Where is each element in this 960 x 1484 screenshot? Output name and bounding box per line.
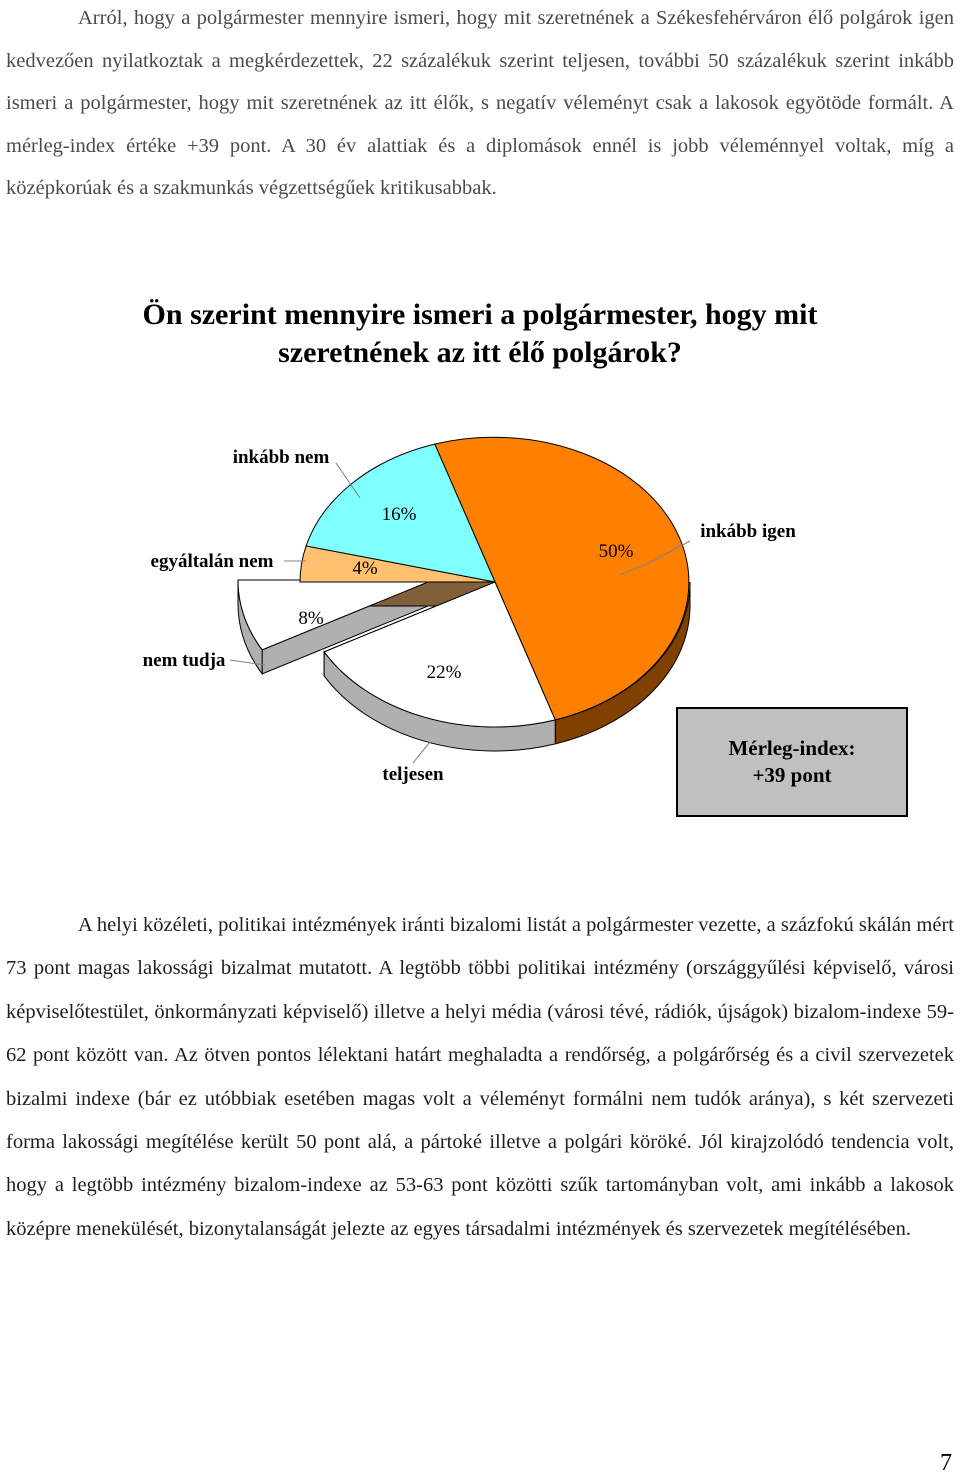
slice-value-inkább-nem: 16%	[381, 504, 417, 525]
intro-paragraph-text: Arról, hogy a polgármester mennyire ismeri, hogy mit szeretnének a Székesfehérváron élő polgárok igen kedvezően nyilatkoztak a megkérdezettek, 22 százalékuk szerint teljesen, további 50 százalékuk szerint inkább ismeri a polgármester, hogy mit szeretnének az itt élők, s negatív véleményt csak a lakosok egyötöde formált. A mérleg-index értéke +39 pont. A 30 év alattiak és a diplomások ennél is jobb véleménnyel voltak, míg a középkorúak és a szakmunkás végzettségűek kritikusabbak.	[6, 7, 954, 199]
balance-index-label: Mérleg-index:	[728, 736, 856, 760]
slice-value-inkább-igen: 50%	[598, 541, 634, 562]
slice-label-inkább-nem: inkább nem	[232, 447, 330, 468]
slice-label-nem-tudja: nem tudja	[142, 650, 226, 671]
intro-paragraph	[6, 0, 954, 210]
slice-label-egyáltalán-nem: egyáltalán nem	[150, 551, 274, 572]
body-paragraph	[6, 904, 954, 1251]
slice-label-teljesen: teljesen	[382, 764, 444, 785]
leader-line-teljesen	[413, 742, 430, 763]
body-paragraph-text: A helyi közéleti, politikai intézmények iránti bizalomi listát a polgármester vezette, a százfokú skálán mért 73 pont magas lakossági bizalmat mutatott. A legtöbb többi politikai intézmény (országgyűlési képviselő, városi képviselőtestület, önkormányzati képviselő) illetve a helyi média (városi tévé, rádiók, újságok) bizalom-indexe 59-62 pont között van. Az ötven pontos lélektani határt meghaladta a rendőrség, a polgárőrség és a civil szervezetek bizalmi indexe (bár ez utóbbiak esetében magas volt a véleményt formálni nem tudók aránya), s két szervezeti forma lakossági megítélése került 50 pont alá, a pártoké illetve a polgári köröké. Jól kirajzolódó tendencia volt, hogy a legtöbb intézmény bizalom-indexe az 53-63 pont közötti szűk tartományban volt, ami inkább a lakosok középre menekülését, bizonytalanságát jelezte az egyes társadalmi intézmények és szervezetek megítélésében.	[6, 914, 954, 1240]
slice-value-nem-tudja: 8%	[298, 608, 324, 629]
slice-value-egyáltalán-nem: 4%	[352, 558, 378, 579]
slice-label-inkább-igen: inkább igen	[700, 521, 796, 542]
chart-title: Ön szerint mennyire ismeri a polgármester, hogy mit szeretnének az itt élő polgárok?	[142, 298, 818, 369]
slice-value-teljesen: 22%	[426, 662, 462, 683]
page-number: 7	[940, 1450, 952, 1476]
balance-index-box	[676, 707, 908, 817]
balance-index-value: +39 pont	[752, 763, 832, 787]
